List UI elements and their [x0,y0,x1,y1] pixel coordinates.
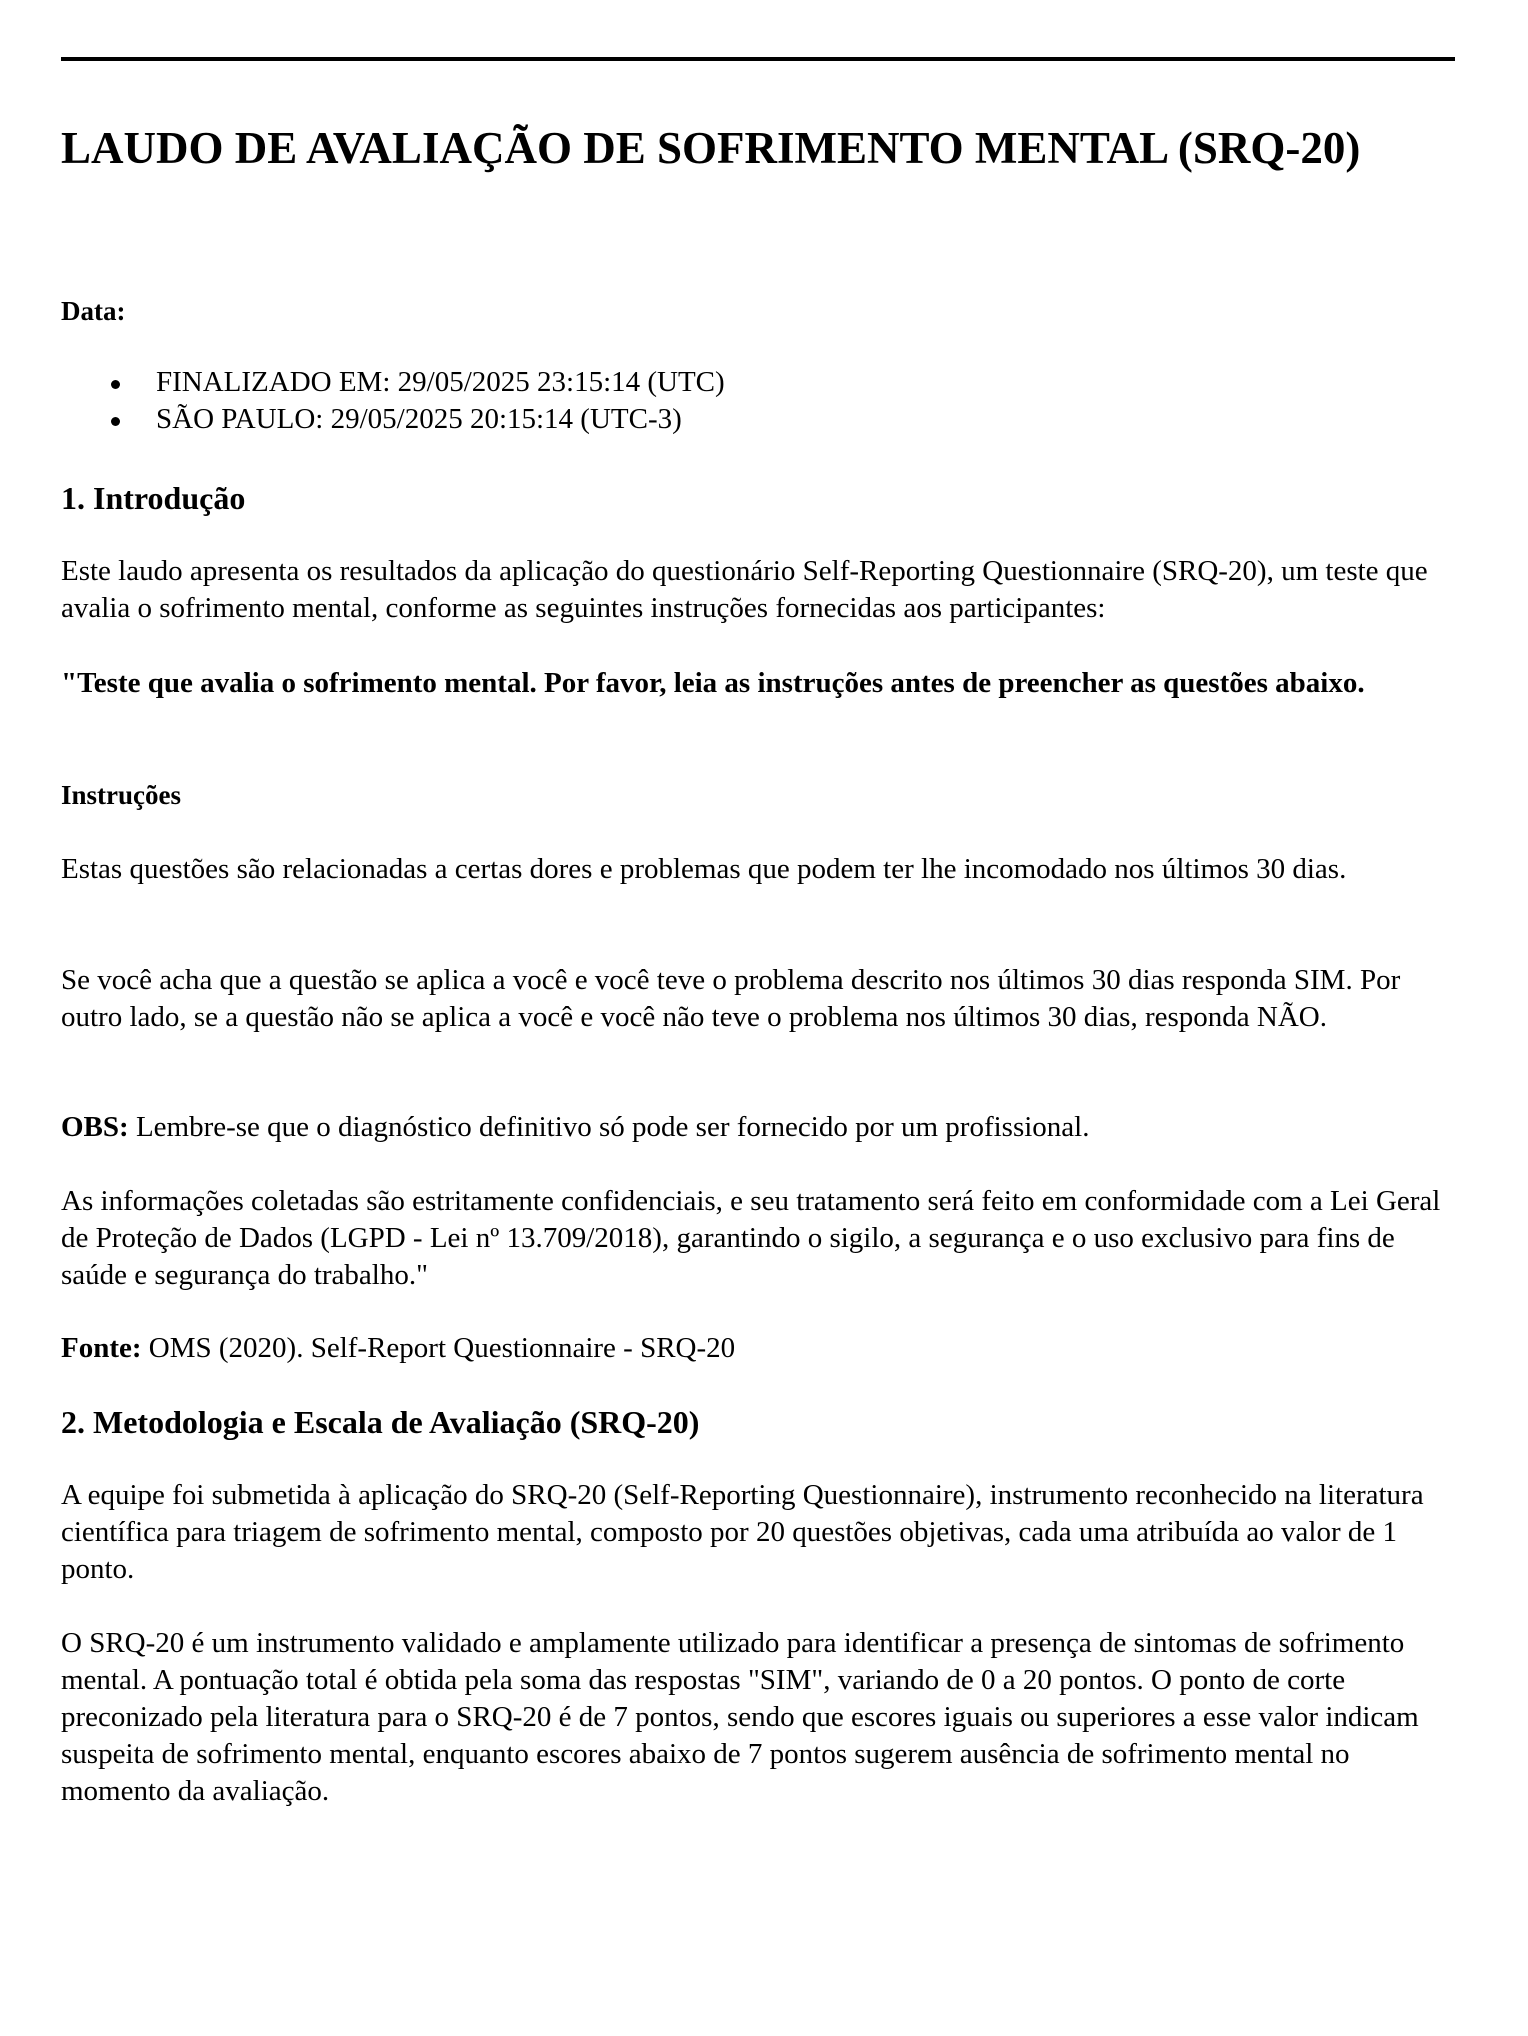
instructions-heading: Instruções [61,780,181,810]
section-heading-methodology: 2. Metodologia e Escala de Avaliação (SRQ-20) [61,1404,700,1440]
top-divider [61,57,1455,61]
date-list [61,364,725,438]
date-item-finalized: FINALIZADO EM: 29/05/2025 23:15:14 (UTC) [156,364,725,401]
section-heading-introduction: 1. Introdução [61,480,246,516]
obs-paragraph [61,1109,1455,1146]
date-label: Data: [61,296,126,326]
source-label: Fonte: [61,1332,142,1364]
instructions-paragraph-1: Estas questões são relacionadas a certas dores e problemas que podem ter lhe incomodado nos últimos 30 dias. [61,853,1347,885]
methodology-paragraph-1: A equipe foi submetida à aplicação do SRQ-20 (Self-Reporting Questionnaire), instrumento reconhecido na literatura científica para triagem de sofrimento mental, composto por 20 questões objetivas, cada uma atribuída ao valor de 1 ponto. [61,1479,1424,1585]
source-text: OMS (2020). Self-Report Questionnaire - SRQ-20 [141,1332,736,1364]
date-item-sao-paulo: SÃO PAULO: 29/05/2025 20:15:14 (UTC-3) [156,401,725,438]
obs-text: Lembre-se que o diagnóstico definitivo só pode ser fornecido por um profissional. [128,1111,1090,1143]
instructions-paragraph-2: Se você acha que a questão se aplica a você e você teve o problema descrito nos últimos 30 dias responda SIM. Por outro lado, se a questão não se aplica a você e você não teve o problema nos últimos 30 dias, responda NÃO. [61,964,1401,1033]
intro-paragraph: Este laudo apresenta os resultados da aplicação do questionário Self-Reporting Questionnaire (SRQ-20), um teste que avalia o sofrimento mental, conforme as seguintes instruções fornecidas aos participantes: [61,555,1428,624]
confidentiality-paragraph: As informações coletadas são estritamente confidenciais, e seu tratamento será feito em conformidade com a Lei Geral de Proteção de Dados (LGPD - Lei nº 13.709/2018), garantindo o sigilo, a segurança e o uso exclusivo para fins de saúde e segurança do trabalho." [61,1185,1441,1291]
methodology-paragraph-2: O SRQ-20 é um instrumento validado e amplamente utilizado para identificar a presença de sintomas de sofrimento mental. A pontuação total é obtida pela soma das respostas "SIM", variando de 0 a 20 pontos. O ponto de corte preconizado pela literatura para o SRQ-20 é de 7 pontos, sendo que escores iguais ou superiores a esse valor indicam suspeita de sofrimento mental, enquanto escores abaixo de 7 pontos sugerem ausência de sofrimento mental no momento da avaliação. [61,1627,1419,1807]
document-title: LAUDO DE AVALIAÇÃO DE SOFRIMENTO MENTAL (SRQ-20) [61,123,1361,173]
quote-paragraph: "Teste que avalia o sofrimento mental. Por favor, leia as instruções antes de preencher as questões abaixo. [61,667,1365,699]
obs-label: OBS: [61,1111,129,1143]
source-paragraph [61,1330,1455,1367]
